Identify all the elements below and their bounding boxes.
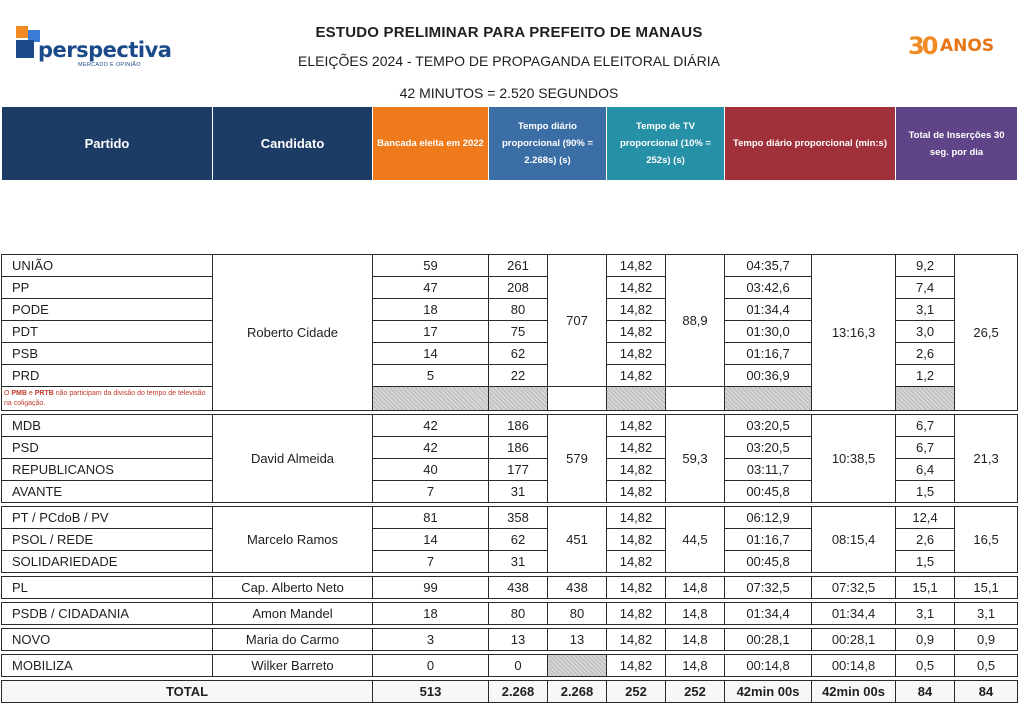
ins-cell: 7,4	[896, 277, 955, 299]
tv-cell: 14,82	[607, 459, 666, 481]
candidato-cell: Maria do Carmo	[213, 629, 373, 651]
candidato-cell: Cap. Alberto Neto	[213, 577, 373, 599]
tv-cell: 14,82	[607, 529, 666, 551]
tv-cell: 14,82	[607, 437, 666, 459]
tv-cell: 14,82	[607, 277, 666, 299]
tv-cell: 14,82	[607, 365, 666, 387]
prop-cell: 31	[489, 551, 548, 573]
badge-label: ANOS	[940, 36, 995, 56]
bancada-cell: 18	[373, 299, 489, 321]
coalition-note: O PMB e PRTB não participam da divisão do tempo de televisão na coligação.	[2, 387, 213, 411]
ins-sum-cell: 0,5	[955, 655, 1018, 677]
bancada-cell: 7	[373, 481, 489, 503]
tv-sum-cell: 44,5	[666, 507, 725, 573]
hatched-cell	[373, 387, 489, 411]
propaganda-time-table	[1, 106, 1018, 703]
partido-cell: PL	[2, 577, 213, 599]
min-cell: 01:16,7	[725, 343, 812, 365]
min-cell: 01:30,0	[725, 321, 812, 343]
table-row	[2, 255, 1018, 277]
prop-cell: 186	[489, 437, 548, 459]
table-row	[2, 507, 1018, 529]
partido-cell: MDB	[2, 415, 213, 437]
ins-cell: 2,6	[896, 343, 955, 365]
partido-cell: UNIÃO	[2, 255, 213, 277]
note-pmb: PMB	[11, 389, 27, 397]
header-row	[2, 107, 1018, 181]
tv-sum-cell: 14,8	[666, 629, 725, 651]
min-sum-cell: 08:15,4	[812, 507, 896, 573]
logo-tagline: MERCADO E OPINIÃO	[78, 62, 141, 68]
prop-cell: 0	[489, 655, 548, 677]
bancada-cell: 81	[373, 507, 489, 529]
min-sum-cell: 07:32,5	[812, 577, 896, 599]
total-ins: 84	[896, 681, 955, 703]
table-row	[2, 603, 1018, 625]
total-tv-sum: 252	[666, 681, 725, 703]
page-title: ESTUDO PRELIMINAR PARA PREFEITO DE MANAUS	[315, 24, 703, 41]
logo-wordmark: perspectiva	[38, 38, 172, 62]
min-sum-cell: 00:28,1	[812, 629, 896, 651]
min-cell: 00:14,8	[725, 655, 812, 677]
partido-cell: PSDB / CIDADANIA	[2, 603, 213, 625]
bancada-cell: 14	[373, 343, 489, 365]
total-bancada: 513	[373, 681, 489, 703]
min-cell: 00:36,9	[725, 365, 812, 387]
prop-sum-cell: 451	[548, 507, 607, 573]
partido-cell: PSD	[2, 437, 213, 459]
prop-cell: 261	[489, 255, 548, 277]
prop-cell: 358	[489, 507, 548, 529]
ins-cell: 3,1	[896, 299, 955, 321]
prop-cell: 62	[489, 343, 548, 365]
min-cell: 03:20,5	[725, 437, 812, 459]
tv-sum-cell: 14,8	[666, 603, 725, 625]
tv-cell: 14,82	[607, 299, 666, 321]
partido-cell: NOVO	[2, 629, 213, 651]
partido-cell: PT / PCdoB / PV	[2, 507, 213, 529]
ins-cell: 12,4	[896, 507, 955, 529]
ins-sum-cell: 0,9	[955, 629, 1018, 651]
ins-cell: 1,5	[896, 551, 955, 573]
prop-cell: 62	[489, 529, 548, 551]
partido-cell: SOLIDARIEDADE	[2, 551, 213, 573]
min-cell: 06:12,9	[725, 507, 812, 529]
empty-cell	[548, 387, 607, 411]
ins-sum-cell: 3,1	[955, 603, 1018, 625]
total-min: 42min 00s	[725, 681, 812, 703]
tv-cell: 14,82	[607, 481, 666, 503]
ins-cell: 6,7	[896, 437, 955, 459]
candidato-cell: Roberto Cidade	[213, 255, 373, 411]
ins-cell: 0,5	[896, 655, 955, 677]
prop-cell: 438	[489, 577, 548, 599]
min-cell: 00:28,1	[725, 629, 812, 651]
total-prop-sum: 2.268	[548, 681, 607, 703]
tv-cell: 14,82	[607, 577, 666, 599]
header-tempo-tv: Tempo de TV proporcional (10% = 252s) (s)	[607, 107, 725, 181]
min-cell: 01:34,4	[725, 299, 812, 321]
tv-cell: 14,82	[607, 629, 666, 651]
total-tv: 252	[607, 681, 666, 703]
table-row	[2, 577, 1018, 599]
partido-cell: PDT	[2, 321, 213, 343]
min-cell: 01:34,4	[725, 603, 812, 625]
min-sum-cell: 00:14,8	[812, 655, 896, 677]
min-cell: 00:45,8	[725, 551, 812, 573]
table-row	[2, 655, 1018, 677]
partido-cell: PRD	[2, 365, 213, 387]
header-tempo-proporcional: Tempo diário proporcional (90% = 2.268s) (s)	[489, 107, 607, 181]
prop-sum-cell: 13	[548, 629, 607, 651]
hatched-cell	[896, 387, 955, 411]
ins-sum-cell: 16,5	[955, 507, 1018, 573]
table-row	[2, 629, 1018, 651]
header-partido: Partido	[2, 107, 213, 181]
tv-cell: 14,82	[607, 343, 666, 365]
bancada-cell: 42	[373, 437, 489, 459]
bancada-cell: 59	[373, 255, 489, 277]
partido-cell: PP	[2, 277, 213, 299]
tv-cell: 14,82	[607, 603, 666, 625]
prop-cell: 80	[489, 299, 548, 321]
header-candidato: Candidato	[213, 107, 373, 181]
tv-cell: 14,82	[607, 415, 666, 437]
min-cell: 03:42,6	[725, 277, 812, 299]
ins-cell: 6,4	[896, 459, 955, 481]
total-ins-sum: 84	[955, 681, 1018, 703]
partido-cell: MOBILIZA	[2, 655, 213, 677]
ins-cell: 6,7	[896, 415, 955, 437]
empty-cell	[666, 387, 725, 411]
ins-cell: 3,0	[896, 321, 955, 343]
bancada-cell: 40	[373, 459, 489, 481]
hatched-cell	[607, 387, 666, 411]
header-tempo-min: Tempo diário proporcional (min:s)	[725, 107, 896, 181]
prop-cell: 80	[489, 603, 548, 625]
total-min-sum: 42min 00s	[812, 681, 896, 703]
table-body	[2, 255, 1018, 703]
table-row	[2, 415, 1018, 437]
tv-cell: 14,82	[607, 321, 666, 343]
total-prop: 2.268	[489, 681, 548, 703]
page-subtitle-seconds: 42 MINUTOS = 2.520 SEGUNDOS	[399, 85, 619, 101]
hatched-cell	[725, 387, 812, 411]
partido-cell: PODE	[2, 299, 213, 321]
tv-sum-cell: 88,9	[666, 255, 725, 387]
tv-sum-cell: 59,3	[666, 415, 725, 503]
candidato-cell: Marcelo Ramos	[213, 507, 373, 573]
partido-cell: PSOL / REDE	[2, 529, 213, 551]
note-prtb: PRTB	[34, 389, 54, 397]
ins-cell: 9,2	[896, 255, 955, 277]
bancada-cell: 5	[373, 365, 489, 387]
prop-sum-cell: 707	[548, 255, 607, 387]
ins-sum-cell: 26,5	[955, 255, 1018, 411]
header-bancada: Bancada eleita em 2022	[373, 107, 489, 181]
bancada-cell: 47	[373, 277, 489, 299]
min-cell: 03:20,5	[725, 415, 812, 437]
ins-cell: 1,5	[896, 481, 955, 503]
hatched-cell	[489, 387, 548, 411]
ins-cell: 3,1	[896, 603, 955, 625]
tv-sum-cell: 14,8	[666, 655, 725, 677]
min-sum-cell: 13:16,3	[812, 255, 896, 411]
total-row	[2, 681, 1018, 703]
ins-cell: 1,2	[896, 365, 955, 387]
page-subtitle: ELEIÇÕES 2024 - TEMPO DE PROPAGANDA ELEITORAL DIÁRIA	[298, 53, 720, 69]
bancada-cell: 14	[373, 529, 489, 551]
min-cell: 01:16,7	[725, 529, 812, 551]
bancada-cell: 3	[373, 629, 489, 651]
header-insercoes: Total de Inserções 30 seg. por dia	[896, 107, 1018, 181]
min-cell: 03:11,7	[725, 459, 812, 481]
prop-cell: 31	[489, 481, 548, 503]
min-sum-cell: 10:38,5	[812, 415, 896, 503]
tv-sum-cell: 14,8	[666, 577, 725, 599]
bancada-cell: 0	[373, 655, 489, 677]
candidato-cell: David Almeida	[213, 415, 373, 503]
partido-cell: REPUBLICANOS	[2, 459, 213, 481]
tv-cell: 14,82	[607, 255, 666, 277]
tv-cell: 14,82	[607, 655, 666, 677]
partido-cell: PSB	[2, 343, 213, 365]
ins-cell: 2,6	[896, 529, 955, 551]
prop-cell: 22	[489, 365, 548, 387]
bancada-cell: 17	[373, 321, 489, 343]
prop-sum-cell: 438	[548, 577, 607, 599]
prop-sum-cell	[548, 655, 607, 677]
badge-number: 30	[908, 32, 936, 60]
candidato-cell: Amon Mandel	[213, 603, 373, 625]
tv-cell: 14,82	[607, 551, 666, 573]
prop-cell: 13	[489, 629, 548, 651]
bancada-cell: 7	[373, 551, 489, 573]
partido-cell: AVANTE	[2, 481, 213, 503]
bancada-cell: 18	[373, 603, 489, 625]
prop-sum-cell: 80	[548, 603, 607, 625]
prop-cell: 177	[489, 459, 548, 481]
min-cell: 00:45,8	[725, 481, 812, 503]
prop-cell: 208	[489, 277, 548, 299]
ins-sum-cell: 15,1	[955, 577, 1018, 599]
prop-cell: 75	[489, 321, 548, 343]
bancada-cell: 42	[373, 415, 489, 437]
min-cell: 04:35,7	[725, 255, 812, 277]
ins-cell: 0,9	[896, 629, 955, 651]
min-sum-cell: 01:34,4	[812, 603, 896, 625]
tv-cell: 14,82	[607, 507, 666, 529]
candidato-cell: Wilker Barreto	[213, 655, 373, 677]
ins-sum-cell: 21,3	[955, 415, 1018, 503]
bancada-cell: 99	[373, 577, 489, 599]
prop-sum-cell: 579	[548, 415, 607, 503]
prop-cell: 186	[489, 415, 548, 437]
total-label: TOTAL	[2, 681, 373, 703]
min-cell: 07:32,5	[725, 577, 812, 599]
ins-cell: 15,1	[896, 577, 955, 599]
